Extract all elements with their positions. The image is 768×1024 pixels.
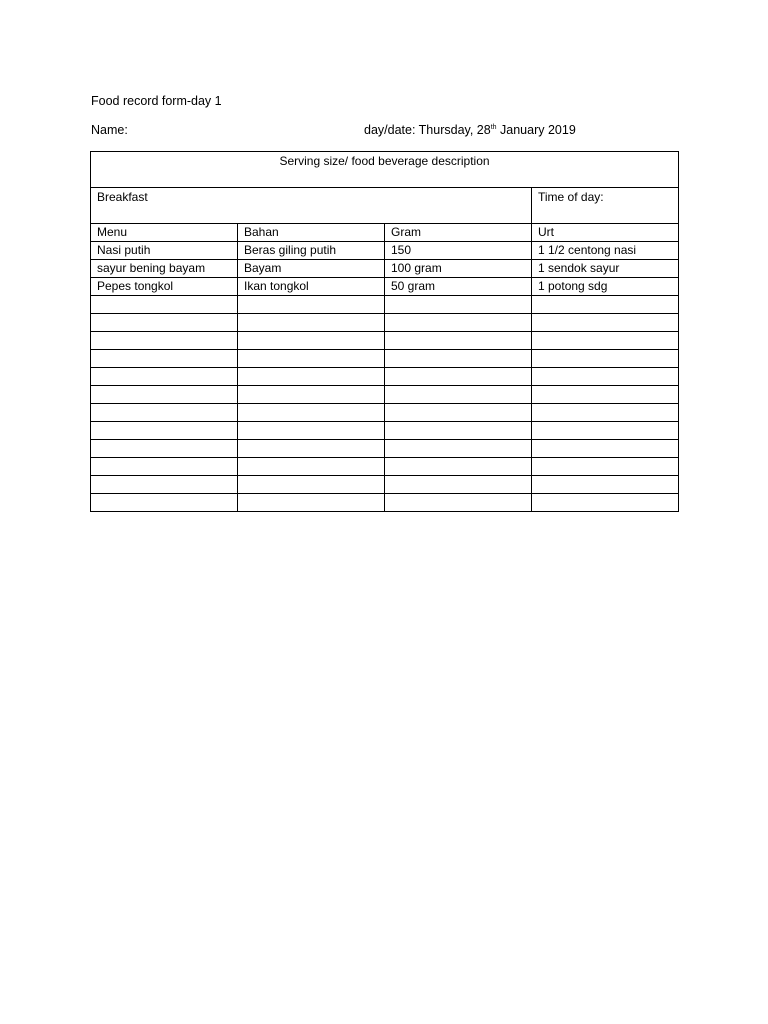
bahan-cell [238,458,385,476]
table-row [91,278,679,296]
gram-cell [385,314,532,332]
gram-cell: 50 gram [385,278,532,296]
table-row [91,260,679,278]
menu-cell [91,314,238,332]
urt-cell: 1 1/2 centong nasi [532,242,679,260]
table-row [91,350,679,368]
time-of-day-cell: Time of day: [532,188,679,224]
column-header-menu: Menu [91,224,238,242]
bahan-cell [238,332,385,350]
menu-cell [91,422,238,440]
urt-cell [532,368,679,386]
gram-cell: 100 gram [385,260,532,278]
bahan-cell [238,422,385,440]
meal-row [91,188,679,224]
gram-cell [385,440,532,458]
gram-cell [385,476,532,494]
table-row [91,494,679,512]
menu-cell: Pepes tongkol [91,278,238,296]
bahan-cell [238,350,385,368]
table-row [91,296,679,314]
gram-cell [385,350,532,368]
menu-cell [91,296,238,314]
urt-cell [532,440,679,458]
urt-cell: 1 potong sdg [532,278,679,296]
gram-cell [385,422,532,440]
bahan-cell: Bayam [238,260,385,278]
menu-cell [91,458,238,476]
table-row [91,422,679,440]
form-title: Food record form-day 1 [91,94,222,108]
menu-cell [91,350,238,368]
gram-cell [385,386,532,404]
menu-cell: Nasi putih [91,242,238,260]
bahan-cell [238,296,385,314]
bahan-cell [238,386,385,404]
bahan-cell: Beras giling putih [238,242,385,260]
column-header-bahan: Bahan [238,224,385,242]
bahan-cell: Ikan tongkol [238,278,385,296]
table-row [91,404,679,422]
column-header-urt: Urt [532,224,679,242]
table-row [91,476,679,494]
table-header-cell: Serving size/ food beverage description [91,152,679,188]
gram-cell: 150 [385,242,532,260]
gram-cell [385,494,532,512]
gram-cell [385,368,532,386]
gram-cell [385,332,532,350]
urt-cell [532,314,679,332]
urt-cell [532,404,679,422]
menu-cell [91,494,238,512]
bahan-cell [238,314,385,332]
menu-cell [91,440,238,458]
column-header-gram: Gram [385,224,532,242]
menu-cell [91,404,238,422]
table-row [91,368,679,386]
date-superscript: th [490,124,497,131]
urt-cell [532,494,679,512]
bahan-cell [238,476,385,494]
menu-cell [91,368,238,386]
name-label: Name: [91,123,128,137]
food-record-table [90,151,679,512]
table-row [91,332,679,350]
menu-cell [91,386,238,404]
date-label: day/date: Thursday, 28 [364,123,491,137]
table-header-row [91,152,679,188]
table-row [91,386,679,404]
gram-cell [385,404,532,422]
menu-cell [91,332,238,350]
table-row [91,242,679,260]
urt-cell [532,296,679,314]
table-row [91,314,679,332]
bahan-cell [238,494,385,512]
urt-cell: 1 sendok sayur [532,260,679,278]
table-row [91,440,679,458]
date-line [364,123,576,137]
urt-cell [532,350,679,368]
urt-cell [532,422,679,440]
date-rest: January 2019 [496,123,576,137]
bahan-cell [238,404,385,422]
gram-cell [385,458,532,476]
gram-cell [385,296,532,314]
bahan-cell [238,368,385,386]
menu-cell [91,476,238,494]
urt-cell [532,386,679,404]
urt-cell [532,476,679,494]
menu-cell: sayur bening bayam [91,260,238,278]
urt-cell [532,332,679,350]
bahan-cell [238,440,385,458]
table-row [91,458,679,476]
meal-label-cell: Breakfast [91,188,532,224]
urt-cell [532,458,679,476]
column-header-row [91,224,679,242]
